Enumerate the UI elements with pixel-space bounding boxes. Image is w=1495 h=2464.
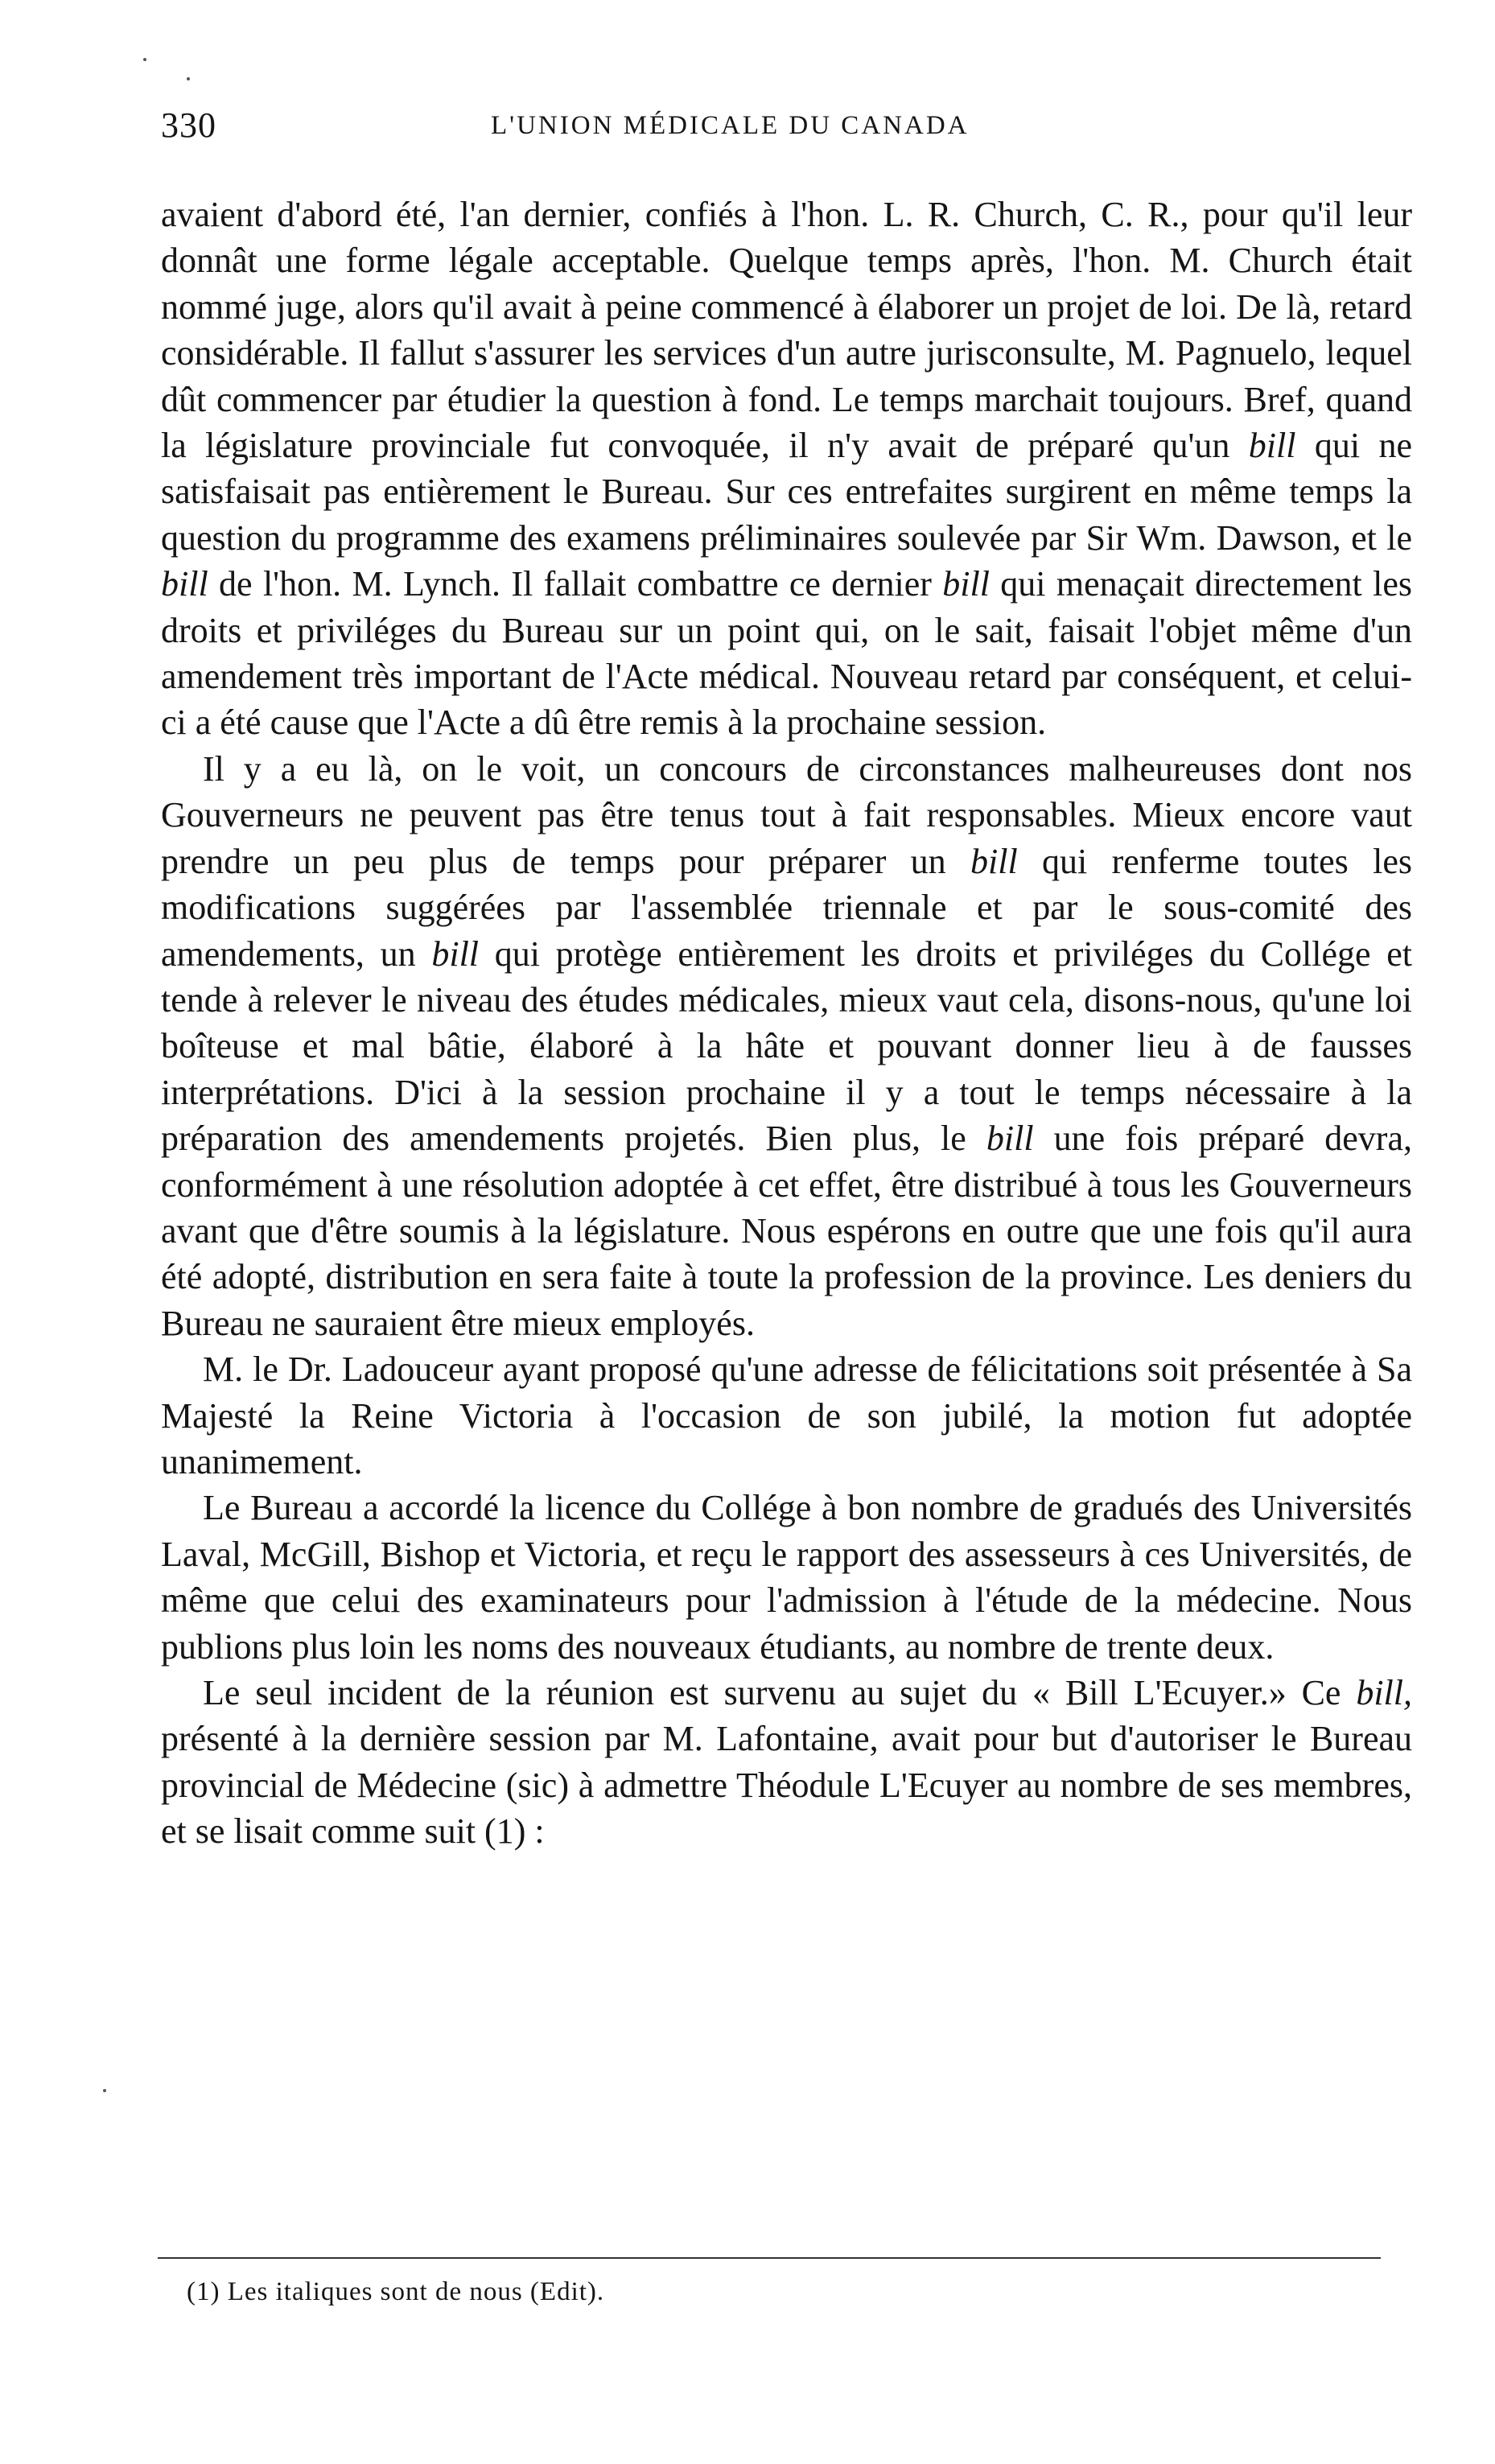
text-run: qui menaçait directement les droits et priviléges du Bureau sur un point qui, on le sait, faisait l'objet même d'un amendement très important de l'Acte médical. Nouveau retard par conséquent, et celui-ci a été cause que l'Acte a dû être remis à la prochaine session. [161,564,1412,743]
text-run: qui ne satisfaisait pas entièrement le Bureau. Sur ces entrefaites surgirent en même temps la question du programme des examens préliminaires soulevée par Sir Wm. Dawson, et le [161,426,1412,558]
italic-term: bill [161,564,208,604]
text-run: M. le Dr. Ladouceur ayant proposé qu'une adresse de félicitations soit présentée à Sa Majesté la Reine Victoria à l'occasion de son jubilé, la motion fut adoptée unanimement. [161,1349,1412,1481]
paragraph [161,192,1412,746]
page-header [161,105,1412,161]
text-run: Le Bureau a accordé la licence du Collége à bon nombre de gradués des Universités Laval, McGill, Bishop et Victoria, et reçu le rapport des assesseurs à ces Universités, de même que celui des examinateurs pour l'admission à l'étude de la médecine. Nous publions plus loin les noms des nouveaux étudiants, au nombre de trente deux. [161,1488,1412,1667]
italic-term: bill [986,1119,1034,1159]
scan-speck [103,2089,106,2092]
text-run: une fois préparé devra, conformément à une résolution adoptée à cet effet, être distribué à tous les Gouverneurs avant que d'être soumis à la législature. Nous espérons en outre que une fois qu'il aura été adopté, distribution en sera faite à toute la profession de la province. Les deniers du Bureau ne sauraient être mieux employés. [161,1119,1412,1343]
italic-term: bill [970,841,1018,881]
text-run: avaient d'abord été, l'an dernier, confiés à l'hon. L. R. Church, C. R., pour qu'il leur donnât une forme légale acceptable. Quelque temps après, l'hon. M. Church était nommé juge, alors qu'il avait à peine commencé à élaborer un projet de loi. De là, retard considérable. Il fallut s'assurer les services d'un autre jurisconsulte, M. Pagnuelo, lequel dût commencer par étudier la question à fond. Le temps marchait toujours. Bref, quand la législature provinciale fut convoquée, il n'y avait de préparé qu'un [161,195,1412,466]
paragraph [161,746,1412,1346]
paragraph [161,1670,1412,1855]
running-title: L'UNION MÉDICALE DU CANADA [491,111,970,140]
paragraph [161,1346,1412,1485]
paragraph [161,1485,1412,1670]
text-run: qui renferme toutes les modifications suggérées par l'assemblée triennale et par le sous-comité des amendements, un [161,841,1412,974]
text-run: qui protège entièrement les droits et priviléges du Collége et tende à relever le niveau des études médicales, mieux vaut cela, disons-nous, qu'une loi boîteuse et mal bâtie, élaboré à la hâte et pouvant donner lieu à de fausses interprétations. D'ici à la session prochaine il y a tout le temps nécessaire à la préparation des amendements projetés. Bien plus, le [161,933,1412,1159]
page-number: 330 [161,105,216,145]
footnote-rule [158,2257,1381,2259]
text-run: Le seul incident de la réunion est survenu au sujet du « Bill L'Ecuyer.» Ce [203,1673,1357,1712]
body-text [161,192,1412,1855]
scan-speck [143,58,146,61]
text-run: de l'hon. M. Lynch. Il fallait combattre ce dernier [208,564,943,604]
italic-term: bill [942,564,990,604]
italic-term: bill, [1356,1673,1412,1712]
footnote: (1) Les italiques sont de nous (Edit). [187,2277,605,2306]
italic-term: bill [431,933,480,974]
scan-speck [187,77,190,80]
italic-term: bill [1248,426,1296,466]
text-run: présenté à la dernière session par M. Lafontaine, avait pour but d'autoriser le Bureau provincial de Médecine (sic) à admettre Théodule L'Ecuyer au nombre de ses membres, et se lisait comme suit (1) : [161,1719,1412,1852]
text-run: Il y a eu là, on le voit, un concours de circonstances malheureuses dont nos Gouverneurs ne peuvent pas être tenus tout à fait responsables. Mieux encore vaut prendre un peu plus de temps pour préparer un [161,748,1412,881]
